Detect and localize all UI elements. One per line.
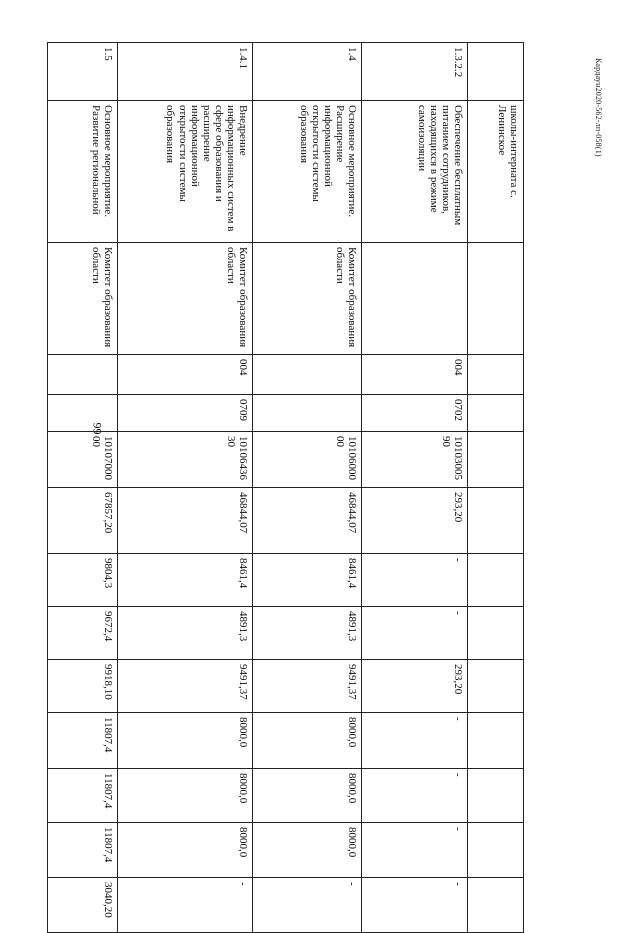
- table-rotated: [48, 42, 524, 918]
- cell-grbs: 004: [362, 355, 468, 395]
- cell-csr: 1010600000: [253, 432, 362, 488]
- cell-year6: [468, 823, 524, 878]
- cell-year4: -: [362, 713, 468, 769]
- cell-csr: 1010300590: [362, 432, 468, 488]
- cell-rzpr: [253, 395, 362, 432]
- cell-year2: 4891,3: [253, 607, 362, 660]
- cell-year6: 11807,4: [48, 823, 118, 878]
- cell-executor: Комитет образования области: [48, 243, 118, 355]
- cell-csr: 1010700000: [48, 432, 118, 488]
- table-row: [362, 43, 468, 933]
- cell-year5: -: [362, 769, 468, 823]
- cell-year2: -: [362, 607, 468, 660]
- cell-year7: 3040,20: [48, 878, 118, 933]
- cell-year3: [468, 660, 524, 713]
- budget-table: [47, 42, 524, 933]
- cell-year1: 9804,3: [48, 554, 118, 607]
- cell-name: Основное мероприятие. Развитие региональной: [48, 101, 118, 243]
- cell-rzpr: 0709: [118, 395, 253, 432]
- cell-year4: [468, 713, 524, 769]
- cell-year1: 8461,4: [118, 554, 253, 607]
- cell-num: 1.3.2.2: [362, 43, 468, 101]
- cell-executor: Комитет образования области: [118, 243, 253, 355]
- cell-year4: 8000,0: [253, 713, 362, 769]
- cell-year6: 8000,0: [118, 823, 253, 878]
- cell-year2: 4891,3: [118, 607, 253, 660]
- cell-year6: 8000,0: [253, 823, 362, 878]
- cell-csr: [468, 432, 524, 488]
- cell-name: школы-интерната с. Ленинское: [468, 101, 524, 243]
- cell-total: 46844,07: [253, 488, 362, 554]
- cell-rzpr: 0702: [362, 395, 468, 432]
- cell-year2: 9672,4: [48, 607, 118, 660]
- cell-executor: [362, 243, 468, 355]
- cell-year3: 9918,10: [48, 660, 118, 713]
- cell-year1: 8461,4: [253, 554, 362, 607]
- cell-year4: 11807,4: [48, 713, 118, 769]
- table-row: [48, 43, 118, 933]
- cell-year7: -: [362, 878, 468, 933]
- cell-year1: [468, 554, 524, 607]
- cell-grbs: 004: [118, 355, 253, 395]
- table-row: [118, 43, 253, 933]
- table-rotated-wrapper: [48, 42, 524, 918]
- cell-year5: 8000,0: [253, 769, 362, 823]
- cell-year3: 9491,37: [118, 660, 253, 713]
- cell-num: 1.4.1: [118, 43, 253, 101]
- page-number: 99: [90, 422, 105, 435]
- cell-executor: [468, 243, 524, 355]
- cell-csr: 1010643630: [118, 432, 253, 488]
- cell-year1: -: [362, 554, 468, 607]
- cell-total: 293,20: [362, 488, 468, 554]
- cell-year3: 9491,37: [253, 660, 362, 713]
- cell-total: 46844,07: [118, 488, 253, 554]
- cell-year2: [468, 607, 524, 660]
- cell-year5: [468, 769, 524, 823]
- cell-grbs: [253, 355, 362, 395]
- document-code: Кардаун2020-562-лп-058(1): [594, 58, 603, 157]
- cell-year5: 11807,4: [48, 769, 118, 823]
- cell-total: 67857,20: [48, 488, 118, 554]
- cell-grbs: [468, 355, 524, 395]
- cell-grbs: [48, 355, 118, 395]
- cell-num: [468, 43, 524, 101]
- cell-name: Основное мероприятие. Расширение информационной открытости системы образования: [253, 101, 362, 243]
- cell-year5: 8000,0: [118, 769, 253, 823]
- cell-year7: [468, 878, 524, 933]
- cell-rzpr: [48, 395, 118, 432]
- cell-year7: -: [118, 878, 253, 933]
- cell-num: 1.5: [48, 43, 118, 101]
- cell-year6: -: [362, 823, 468, 878]
- cell-rzpr: [468, 395, 524, 432]
- cell-year7: -: [253, 878, 362, 933]
- table-row: [468, 43, 524, 933]
- cell-year4: 8000,0: [118, 713, 253, 769]
- cell-name: Внедрение информационных систем в сфере образования и расширение информационной открытости системы образования: [118, 101, 253, 243]
- cell-name: Обеспечение бесплатным питанием сотрудников, находящихся в режиме самоизоляции: [362, 101, 468, 243]
- cell-num: 1.4: [253, 43, 362, 101]
- table-row: [253, 43, 362, 933]
- cell-total: [468, 488, 524, 554]
- cell-year3: 293,20: [362, 660, 468, 713]
- cell-executor: Комитет образования области: [253, 243, 362, 355]
